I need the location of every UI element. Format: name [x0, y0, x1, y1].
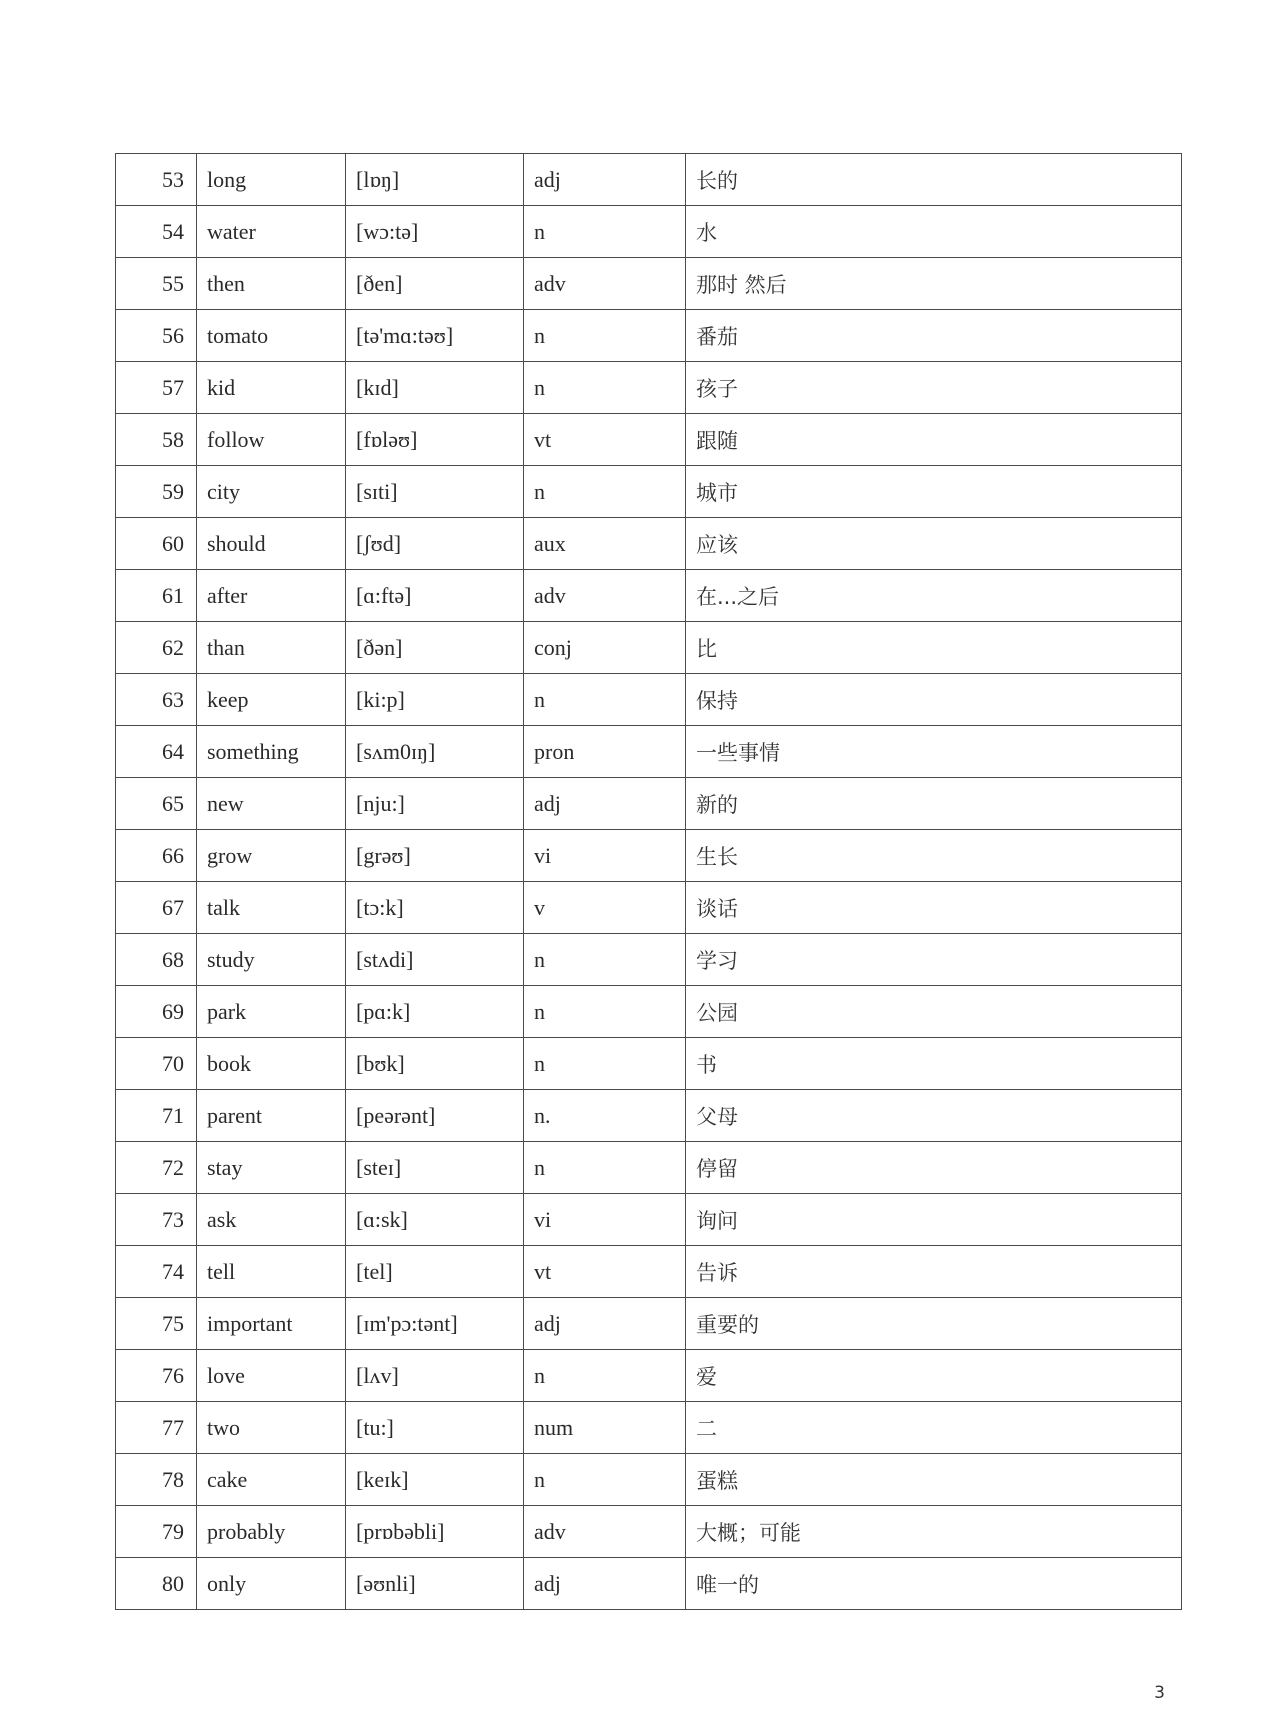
row-number: 69: [116, 986, 197, 1038]
chinese-meaning: 书: [686, 1038, 1182, 1090]
chinese-meaning: 公园: [686, 986, 1182, 1038]
part-of-speech: adv: [524, 570, 686, 622]
english-word: new: [197, 778, 346, 830]
table-row: [116, 830, 1182, 882]
table-row: [116, 726, 1182, 778]
chinese-meaning: 保持: [686, 674, 1182, 726]
phonetic-transcription: [lɒŋ]: [346, 154, 524, 206]
chinese-meaning: 那时 然后: [686, 258, 1182, 310]
row-number: 70: [116, 1038, 197, 1090]
english-word: water: [197, 206, 346, 258]
english-word: after: [197, 570, 346, 622]
phonetic-transcription: [sʌm0ɪŋ]: [346, 726, 524, 778]
row-number: 66: [116, 830, 197, 882]
row-number: 75: [116, 1298, 197, 1350]
part-of-speech: aux: [524, 518, 686, 570]
table-row: [116, 206, 1182, 258]
table-row: [116, 310, 1182, 362]
phonetic-transcription: [ʃʊd]: [346, 518, 524, 570]
phonetic-transcription: [keɪk]: [346, 1454, 524, 1506]
chinese-meaning: 城市: [686, 466, 1182, 518]
table-row: [116, 414, 1182, 466]
part-of-speech: n: [524, 934, 686, 986]
row-number: 77: [116, 1402, 197, 1454]
phonetic-transcription: [tɔ:k]: [346, 882, 524, 934]
english-word: than: [197, 622, 346, 674]
phonetic-transcription: [nju:]: [346, 778, 524, 830]
part-of-speech: n: [524, 1142, 686, 1194]
english-word: long: [197, 154, 346, 206]
english-word: city: [197, 466, 346, 518]
english-word: study: [197, 934, 346, 986]
chinese-meaning: 父母: [686, 1090, 1182, 1142]
table-row: [116, 258, 1182, 310]
phonetic-transcription: [ðən]: [346, 622, 524, 674]
part-of-speech: adv: [524, 258, 686, 310]
part-of-speech: n: [524, 310, 686, 362]
phonetic-transcription: [ɪm'pɔ:tənt]: [346, 1298, 524, 1350]
vocabulary-table-body: [116, 154, 1182, 1610]
row-number: 68: [116, 934, 197, 986]
row-number: 53: [116, 154, 197, 206]
chinese-meaning: 蛋糕: [686, 1454, 1182, 1506]
row-number: 78: [116, 1454, 197, 1506]
table-row: [116, 466, 1182, 518]
phonetic-transcription: [ɑ:sk]: [346, 1194, 524, 1246]
english-word: important: [197, 1298, 346, 1350]
table-row: [116, 1246, 1182, 1298]
part-of-speech: adv: [524, 1506, 686, 1558]
english-word: only: [197, 1558, 346, 1610]
table-row: [116, 1090, 1182, 1142]
row-number: 73: [116, 1194, 197, 1246]
chinese-meaning: 在...之后: [686, 570, 1182, 622]
row-number: 61: [116, 570, 197, 622]
row-number: 59: [116, 466, 197, 518]
part-of-speech: pron: [524, 726, 686, 778]
part-of-speech: n: [524, 1350, 686, 1402]
table-row: [116, 154, 1182, 206]
english-word: should: [197, 518, 346, 570]
chinese-meaning: 番茄: [686, 310, 1182, 362]
phonetic-transcription: [ðen]: [346, 258, 524, 310]
part-of-speech: vt: [524, 1246, 686, 1298]
phonetic-transcription: [tə'mɑ:təʊ]: [346, 310, 524, 362]
chinese-meaning: 应该: [686, 518, 1182, 570]
english-word: keep: [197, 674, 346, 726]
table-row: [116, 934, 1182, 986]
part-of-speech: adj: [524, 778, 686, 830]
phonetic-transcription: [prɒbəbli]: [346, 1506, 524, 1558]
english-word: grow: [197, 830, 346, 882]
phonetic-transcription: [stʌdi]: [346, 934, 524, 986]
table-row: [116, 1402, 1182, 1454]
chinese-meaning: 重要的: [686, 1298, 1182, 1350]
phonetic-transcription: [bʊk]: [346, 1038, 524, 1090]
part-of-speech: n: [524, 466, 686, 518]
phonetic-transcription: [grəʊ]: [346, 830, 524, 882]
chinese-meaning: 学习: [686, 934, 1182, 986]
row-number: 60: [116, 518, 197, 570]
chinese-meaning: 询问: [686, 1194, 1182, 1246]
part-of-speech: n: [524, 362, 686, 414]
phonetic-transcription: [əʊnli]: [346, 1558, 524, 1610]
chinese-meaning: 水: [686, 206, 1182, 258]
chinese-meaning: 新的: [686, 778, 1182, 830]
table-row: [116, 1194, 1182, 1246]
row-number: 64: [116, 726, 197, 778]
chinese-meaning: 谈话: [686, 882, 1182, 934]
row-number: 62: [116, 622, 197, 674]
table-row: [116, 1558, 1182, 1610]
phonetic-transcription: [wɔ:tə]: [346, 206, 524, 258]
part-of-speech: vi: [524, 1194, 686, 1246]
english-word: ask: [197, 1194, 346, 1246]
table-row: [116, 1350, 1182, 1402]
part-of-speech: adj: [524, 1298, 686, 1350]
english-word: cake: [197, 1454, 346, 1506]
chinese-meaning: 生长: [686, 830, 1182, 882]
phonetic-transcription: [steɪ]: [346, 1142, 524, 1194]
phonetic-transcription: [ki:p]: [346, 674, 524, 726]
row-number: 71: [116, 1090, 197, 1142]
english-word: talk: [197, 882, 346, 934]
row-number: 56: [116, 310, 197, 362]
part-of-speech: n: [524, 674, 686, 726]
phonetic-transcription: [kɪd]: [346, 362, 524, 414]
chinese-meaning: 大概；可能: [686, 1506, 1182, 1558]
english-word: love: [197, 1350, 346, 1402]
table-row: [116, 518, 1182, 570]
english-word: two: [197, 1402, 346, 1454]
table-row: [116, 1038, 1182, 1090]
part-of-speech: vi: [524, 830, 686, 882]
english-word: stay: [197, 1142, 346, 1194]
row-number: 80: [116, 1558, 197, 1610]
english-word: tell: [197, 1246, 346, 1298]
page-number: 3: [1154, 1683, 1165, 1703]
phonetic-transcription: [peərənt]: [346, 1090, 524, 1142]
vocabulary-table: [115, 153, 1182, 1610]
chinese-meaning: 长的: [686, 154, 1182, 206]
part-of-speech: num: [524, 1402, 686, 1454]
table-row: [116, 622, 1182, 674]
table-row: [116, 1142, 1182, 1194]
row-number: 76: [116, 1350, 197, 1402]
part-of-speech: n: [524, 1454, 686, 1506]
table-row: [116, 778, 1182, 830]
part-of-speech: n.: [524, 1090, 686, 1142]
chinese-meaning: 唯一的: [686, 1558, 1182, 1610]
part-of-speech: vt: [524, 414, 686, 466]
part-of-speech: conj: [524, 622, 686, 674]
row-number: 55: [116, 258, 197, 310]
table-row: [116, 570, 1182, 622]
english-word: something: [197, 726, 346, 778]
chinese-meaning: 二: [686, 1402, 1182, 1454]
english-word: kid: [197, 362, 346, 414]
part-of-speech: adj: [524, 1558, 686, 1610]
phonetic-transcription: [tel]: [346, 1246, 524, 1298]
english-word: probably: [197, 1506, 346, 1558]
phonetic-transcription: [pɑ:k]: [346, 986, 524, 1038]
row-number: 57: [116, 362, 197, 414]
phonetic-transcription: [tu:]: [346, 1402, 524, 1454]
part-of-speech: n: [524, 206, 686, 258]
row-number: 67: [116, 882, 197, 934]
chinese-meaning: 比: [686, 622, 1182, 674]
phonetic-transcription: [fɒləʊ]: [346, 414, 524, 466]
row-number: 74: [116, 1246, 197, 1298]
chinese-meaning: 告诉: [686, 1246, 1182, 1298]
chinese-meaning: 孩子: [686, 362, 1182, 414]
table-row: [116, 362, 1182, 414]
english-word: then: [197, 258, 346, 310]
row-number: 54: [116, 206, 197, 258]
row-number: 63: [116, 674, 197, 726]
row-number: 79: [116, 1506, 197, 1558]
table-row: [116, 1506, 1182, 1558]
chinese-meaning: 跟随: [686, 414, 1182, 466]
row-number: 65: [116, 778, 197, 830]
phonetic-transcription: [lʌv]: [346, 1350, 524, 1402]
phonetic-transcription: [sɪti]: [346, 466, 524, 518]
row-number: 58: [116, 414, 197, 466]
table-row: [116, 882, 1182, 934]
english-word: follow: [197, 414, 346, 466]
part-of-speech: adj: [524, 154, 686, 206]
part-of-speech: n: [524, 986, 686, 1038]
part-of-speech: n: [524, 1038, 686, 1090]
row-number: 72: [116, 1142, 197, 1194]
table-row: [116, 986, 1182, 1038]
table-row: [116, 1454, 1182, 1506]
part-of-speech: v: [524, 882, 686, 934]
english-word: park: [197, 986, 346, 1038]
phonetic-transcription: [ɑ:ftə]: [346, 570, 524, 622]
chinese-meaning: 停留: [686, 1142, 1182, 1194]
table-row: [116, 1298, 1182, 1350]
english-word: parent: [197, 1090, 346, 1142]
english-word: book: [197, 1038, 346, 1090]
chinese-meaning: 爱: [686, 1350, 1182, 1402]
table-row: [116, 674, 1182, 726]
english-word: tomato: [197, 310, 346, 362]
chinese-meaning: 一些事情: [686, 726, 1182, 778]
